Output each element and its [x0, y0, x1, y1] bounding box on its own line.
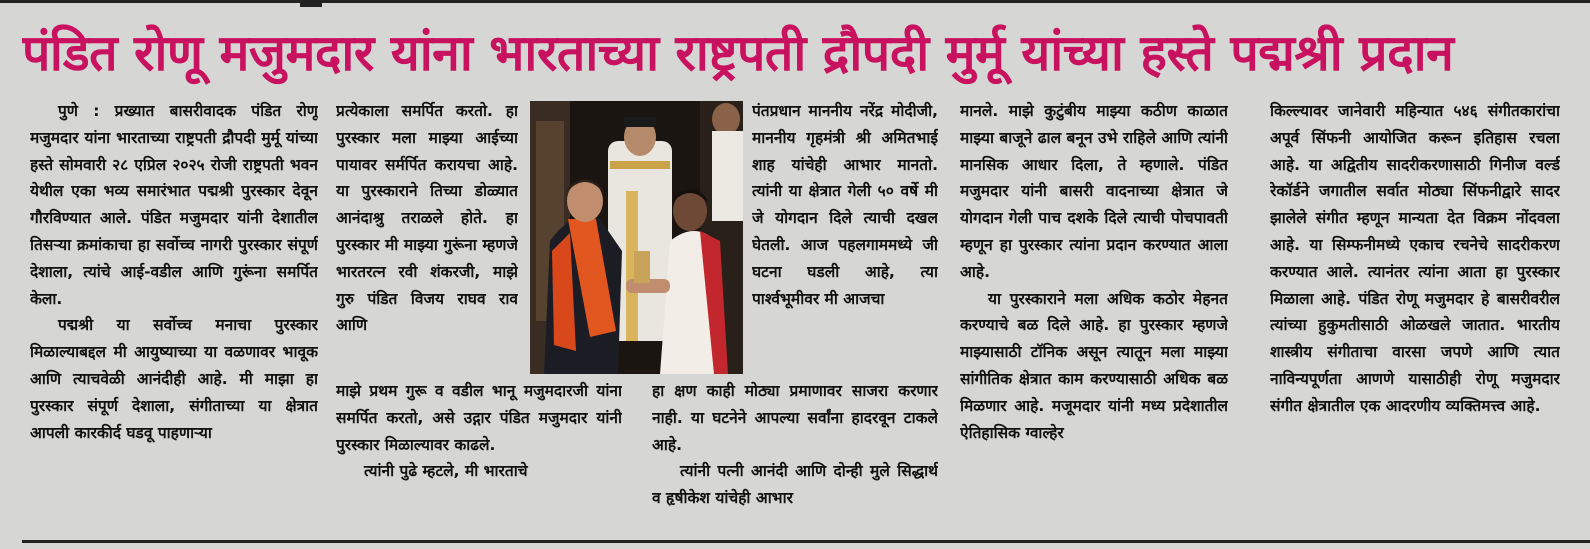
article-column-2-bottom — [336, 378, 622, 528]
paragraph: किल्ल्यावर जानेवारी महिन्यात ५४६ संगीतकारांचा अपूर्व सिंफनी आयोजित करून इतिहास रचला आहे. या अद्वितीय सादरीकरणासाठी गिनीज वर्ल्ड रेकॉर्डने जगातील सर्वात मोठ्या सिंफनीद्वारे सादर झालेले संगीत म्हणून मान्यता देत विक्रम नोंदवला आहे. या सिम्फनीमध्ये एकाच रचनेचे सादरीकरण करण्यात आले. त्यानंतर त्यांना आता हा पुरस्कार मिळाला आहे. पंडित रोणू मजुमदार हे बासरीवरील त्यांच्या हुकुमतीसाठी ओळखले जातात. भारतीय शास्त्रीय संगीताचा वारसा जपणे आणि त्यात नाविन्यपूर्णता आणणे यासाठीही रोणू मजुमदार संगीत क्षेत्रातील एक आदरणीय व्यक्तिमत्त्व आहे. — [1270, 102, 1560, 415]
top-rule-tab — [300, 0, 322, 7]
paragraph: त्यांनी पुढे म्हटले, मी भारताचे — [364, 462, 528, 481]
article-column-3-top — [752, 98, 938, 370]
paragraph: पद्मश्री या सर्वोच्च मनाचा पुरस्कार मिळाल्याबद्दल मी आयुष्याच्या या वळणावर भावूक आणि त्याचवेळी आनंदीही आहे. मी माझा हा पुरस्कार संपूर्ण देशाला, संगीताच्या या क्षेत्रात आपली कारकीर्द घडवू पाहणाऱ्या — [30, 316, 318, 442]
paragraph — [30, 98, 318, 312]
paragraph: त्यांनी पत्नी आनंदी आणि दोन्ही मुले सिद्धार्थ व हृषीकेश यांचेही आभार — [652, 462, 938, 508]
article-column-2-top — [336, 98, 518, 370]
paragraph: हा क्षण काही मोठ्या प्रमाणावर साजरा करणार नाही. या घटनेने आपल्या सर्वांना हादरवून टाकले आहे. — [652, 382, 938, 454]
paragraph: प्रत्येकाला समर्पित करतो. हा पुरस्कार मला माझ्या आईच्या पायावर सर्मर्पित करायचा आहे. या पुरस्काराने तिच्या डोळ्यात आनंदाश्रु तराळले होते. हा पुरस्कार मी माझ्या गुरूंना म्हणजे भारतरत्न रवी शंकरजी, माझे गुरु पंडित विजय राघव राव आणि — [336, 102, 518, 335]
paragraph: या पुरस्काराने मला अधिक कठोर मेहनत करण्याचे बळ दिले आहे. हा पुरस्कार म्हणजे माझ्यासाठी टॉनिक असून त्यातून मला माझ्या सांगीतिक क्षेत्रात काम करण्यासाठी अधिक बळ मिळणार आहे. मजूमदार यांनी मध्य प्रदेशातील ऐतिहासिक ग्वाल्हेर — [960, 289, 1228, 442]
article-column-1 — [30, 98, 318, 528]
paragraph: पंतप्रधान माननीय नरेंद्र मोदीजी, माननीय गृहमंत्री श्री अमितभाई शाह यांचेही आभार मानतो. त्यांनी या क्षेत्रात गेली ५० वर्षे मी जे योगदान दिले त्याची दखल घेतली. आज पहलगाममध्ये जी घटना घडली आहे, त्या पार्श्वभूमीवर मी आजचा — [752, 102, 938, 308]
award-ceremony-photo — [530, 101, 743, 374]
article-column-3-bottom — [652, 378, 938, 528]
bottom-rule — [22, 540, 1590, 543]
top-rule — [0, 0, 1590, 3]
article-column-5 — [1270, 98, 1560, 528]
lead-text: प्रख्यात बासरीवादक पंडित रोणू मजुमदार यांना भारताच्या राष्ट्रपती द्रौपदी मुर्मू यांच्या हस्ते सोमवारी २८ एप्रिल २०२५ रोजी राष्ट्रपती भवन येथील एका भव्य समारंभात पद्मश्री पुरस्कार देवून गौरविण्यात आले. पंडित मजुमदार यांनी देशातील तिसऱ्या क्रमांकाचा हा सर्वोच्च नागरी पुरस्कार संपूर्ण देशाला, त्यांचे आई-वडील आणि गुरूंना समर्पित केला. — [30, 102, 318, 308]
paragraph: मानले. माझे कुटुंबीय माझ्या कठीण काळात माझ्या बाजूने ढाल बनून उभे राहिले आणि त्यांनी मानसिक आधार दिला, ते म्हणाले. पंडित मजुमदार यांनी बासरी वादनाच्या क्षेत्रात जे योगदान गेली पाच दशके दिले त्याची पोचपावती म्हणून हा पुरस्कार त्यांना प्रदान करण्यात आला आहे. — [960, 102, 1228, 281]
dateline: पुणे : — [58, 102, 100, 120]
headline: पंडित रोणू मजुमदार यांना भारताच्या राष्ट्रपती द्रौपदी मुर्मू यांच्या हस्ते पद्मश्री प्रदान — [22, 24, 1454, 82]
paragraph: माझे प्रथम गुरू व वडील भानू मजुमदारजी यांना समर्पित करतो, असे उद्गार पंडित मजुमदार यांनी पुरस्कार मिळाल्यावर काढले. — [336, 382, 622, 454]
article-column-4 — [960, 98, 1228, 528]
